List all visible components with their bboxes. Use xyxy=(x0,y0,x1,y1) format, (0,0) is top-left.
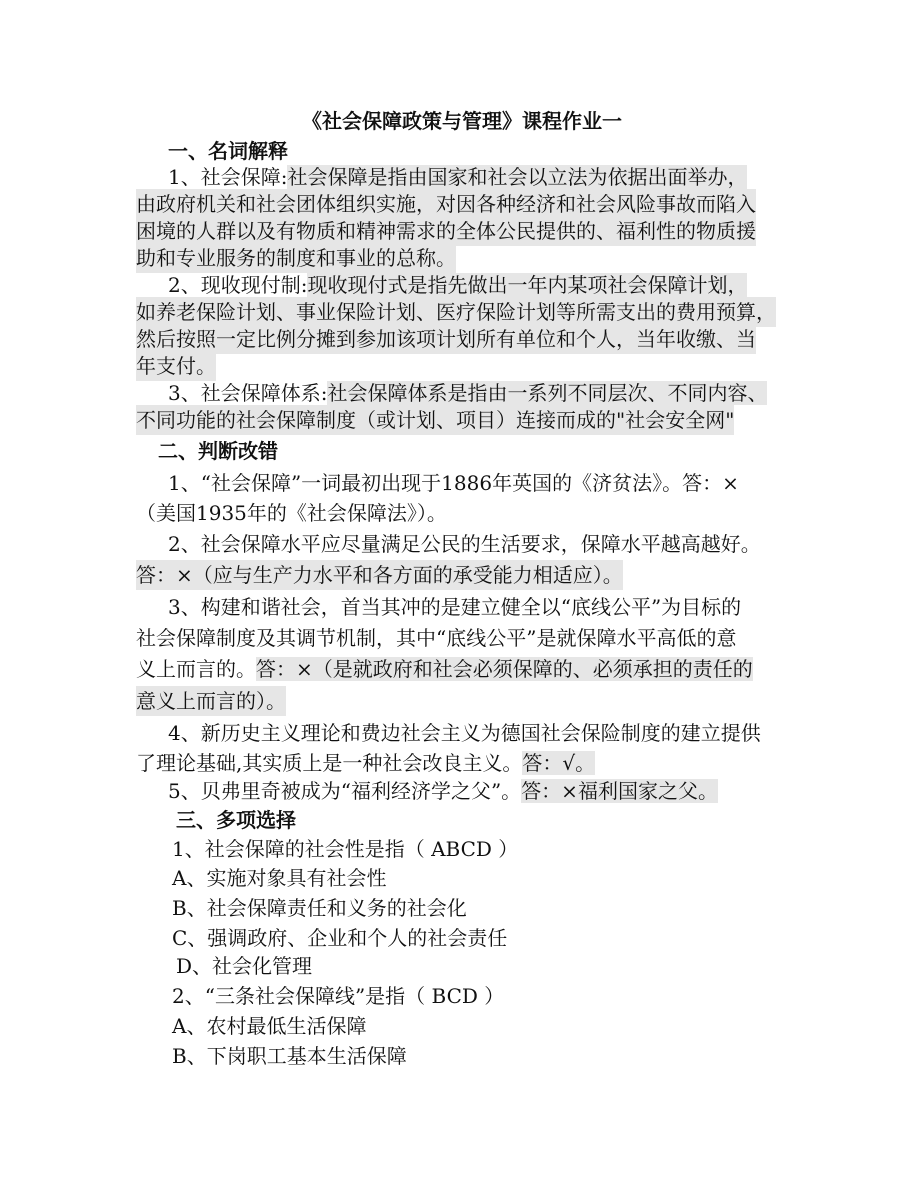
term-2-line-4: 年支付。 xyxy=(136,351,216,381)
question-2-option-b: B、下岗职工基本生活保障 xyxy=(172,1044,407,1068)
judgement-3-line-1: 3、构建和谐社会，首当其冲的是建立健全以“底线公平”为目标的 xyxy=(168,595,742,619)
term-3-line-2: 不同功能的社会保障制度（或计划、项目）连接而成的"社会安全网" xyxy=(136,405,734,435)
question-2-stem: 2、“三条社会保障线”是指（ BCD ） xyxy=(172,984,505,1008)
term-1-text: 社会保障是指由国家和社会以立法为依据出面举办， xyxy=(287,165,748,189)
judgement-4-answer: 答：√。 xyxy=(522,751,596,775)
term-1-label: 1、社会保障: xyxy=(168,165,288,189)
term-1-line-2: 由政府机关和社会团体组织实施，对因各种经济和社会风险事故而陷入 xyxy=(136,189,756,219)
judgement-3-answer: 答：×（是就政府和社会必须保障的、必须承担的责任的 xyxy=(256,657,753,681)
judgement-5-line-1 xyxy=(168,776,718,806)
term-3-label: 3、社会保障体系: xyxy=(168,381,328,405)
judgement-1-line-1: 1、“社会保障”一词最初出现于1886年英国的《济贫法》。答：× xyxy=(168,471,739,495)
judgement-4-text: 了理论基础,其实质上是一种社会改良主义。 xyxy=(136,751,523,775)
term-1-line-4: 助和专业服务的制度和事业的总称。 xyxy=(136,243,456,273)
question-1-option-c: C、强调政府、企业和个人的社会责任 xyxy=(172,926,508,950)
judgement-4-line-2 xyxy=(136,748,595,778)
judgement-2-line-1: 2、社会保障水平应尽量满足公民的生活要求，保障水平越高越好。 xyxy=(168,532,761,556)
question-1-option-b: B、社会保障责任和义务的社会化 xyxy=(172,896,467,920)
term-1-line-3: 困境的人群以及有物质和精神需求的全体公民提供的、福利性的物质援 xyxy=(136,216,756,246)
judgement-4-line-1: 4、新历史主义理论和费边社会主义为德国社会保险制度的建立提供 xyxy=(168,721,761,745)
judgement-5-text: 5、贝弗里奇被成为“福利经济学之父”。 xyxy=(168,779,522,803)
question-2-option-a: A、农村最低生活保障 xyxy=(172,1014,367,1038)
judgement-1-line-2: （美国1935年的《社会保障法》）。 xyxy=(136,501,447,525)
term-3-text: 社会保障体系是指由一系列不同层次、不同内容、 xyxy=(327,381,768,405)
page-title: 《社会保障政策与管理》课程作业一 xyxy=(302,109,622,133)
judgement-5-answer: 答：×福利国家之父。 xyxy=(521,779,718,803)
section-heading-multiple-choice: 三、多项选择 xyxy=(176,808,296,832)
section-heading-terms: 一、名词解释 xyxy=(168,139,288,163)
judgement-2-line-2: 答：×（应与生产力水平和各方面的承受能力相适应）。 xyxy=(136,560,623,590)
judgement-3-line-4: 意义上而言的）。 xyxy=(136,686,286,716)
judgement-3-text: 义上而言的。 xyxy=(136,657,256,681)
term-2-text: 现收现付式是指先做出一年内某项社会保障计划， xyxy=(307,273,748,297)
term-2-line-3: 然后按照一定比例分摊到参加该项计划所有单位和个人，当年收缴、当 xyxy=(136,324,756,354)
section-heading-judgement: 二、判断改错 xyxy=(158,439,278,463)
judgement-3-line-2: 社会保障制度及其调节机制，其中“底线公平”是就保障水平高低的意 xyxy=(136,626,737,650)
question-1-option-d: D、社会化管理 xyxy=(176,954,313,978)
judgement-3-line-3 xyxy=(136,654,753,684)
question-1-option-a: A、实施对象具有社会性 xyxy=(172,866,387,890)
term-2-line-2: 如养老保险计划、事业保险计划、医疗保险计划等所需支出的费用预算， xyxy=(136,297,776,327)
question-1-stem: 1、社会保障的社会性是指（ ABCD ） xyxy=(172,837,519,861)
term-2-label: 2、现收现付制: xyxy=(168,273,308,297)
term-2-line-1 xyxy=(168,270,747,300)
term-3-line-1 xyxy=(168,378,767,408)
term-1-line-1 xyxy=(168,162,747,192)
